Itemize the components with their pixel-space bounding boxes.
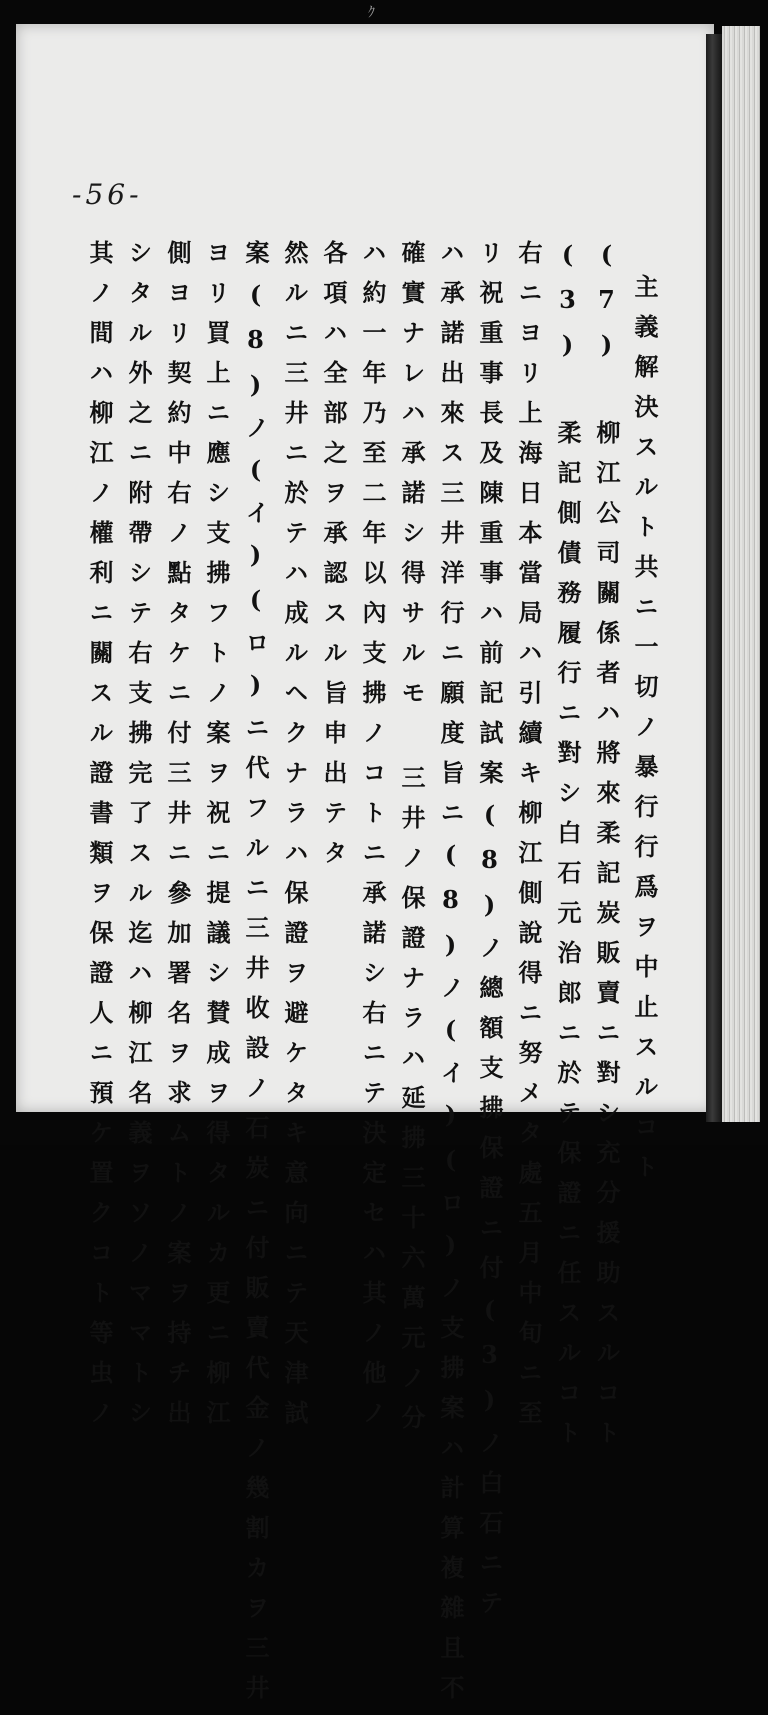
text-column-7: 確實ナレハ承諾シ得サルモ 三井ノ保證ナラハ延拂三十六萬元ノ分 <box>397 240 426 1445</box>
page-number: -56- <box>72 178 143 211</box>
text-column-14: シタル外之ニ附帶シテ右支拂完了スル迄ハ柳江名義ヲソノママトシ <box>124 240 153 1440</box>
text-column-11: 案(8)ノ(イ)(ロ)ニ代フルニ三井收設ノ石炭ニ付販賣代金ノ幾割カヲ三井 <box>241 240 270 1715</box>
text-column-13: 側ヨリ契約中右ノ點タケニ付三井ニ參加署名ヲ求ムトノ案ヲ持チ出 <box>163 240 192 1440</box>
text-column-2: (7) 柳江公司關係者ハ將來柔記炭販賣ニ對シ充分援助スルコト <box>592 240 621 1460</box>
text-column-12: ヨリ買上ニ應シ支拂フトノ案ヲ祝ニ提議シ賛成ヲ得タルカ更ニ柳江 <box>202 240 231 1440</box>
text-column-6: ハ承諾出來ス三井洋行ニ願度旨ニ(8)ノ(イ)(ロ)ノ支拂案ハ計算複雜且不 <box>436 240 465 1715</box>
text-column-1: 主義解決スルト共ニ一切ノ暴行行爲ヲ中止スルコト <box>630 274 659 1194</box>
text-column-8: ハ約一年乃至二年以內支拂ノコトニ承諾シ右ニテ決定セハ其ノ他ノ <box>358 240 387 1440</box>
text-column-15: 其ノ間ハ柳江ノ權利ニ關スル證書類ヲ保證人ニ預ケ置クコト等虫ノ <box>85 240 114 1440</box>
page-edges <box>722 26 760 1122</box>
edge-mark: ｸ <box>368 5 375 21</box>
text-column-3: (3) 柔記側債務履行ニ對シ白石元治郎ニ於テ保證ニ任スルコト <box>553 240 582 1460</box>
text-column-4: 右ニヨリ上海日本當局ハ引續キ柳江側說得ニ努メタ處五月中旬ニ至 <box>514 240 543 1440</box>
text-column-10: 然ルニ三井ニ於テハ成ルヘクナラハ保證ヲ避ケタキ意向ニテ天津試 <box>280 240 309 1440</box>
book-spine <box>706 34 722 1122</box>
text-column-9: 各項ハ全部之ヲ承認スル旨申出テタ <box>319 240 348 880</box>
text-column-5: リ祝重事長及陳重事ハ前記試案(8)ノ總額支拂保證ニ付(3)ノ白石ニテ <box>475 240 504 1630</box>
